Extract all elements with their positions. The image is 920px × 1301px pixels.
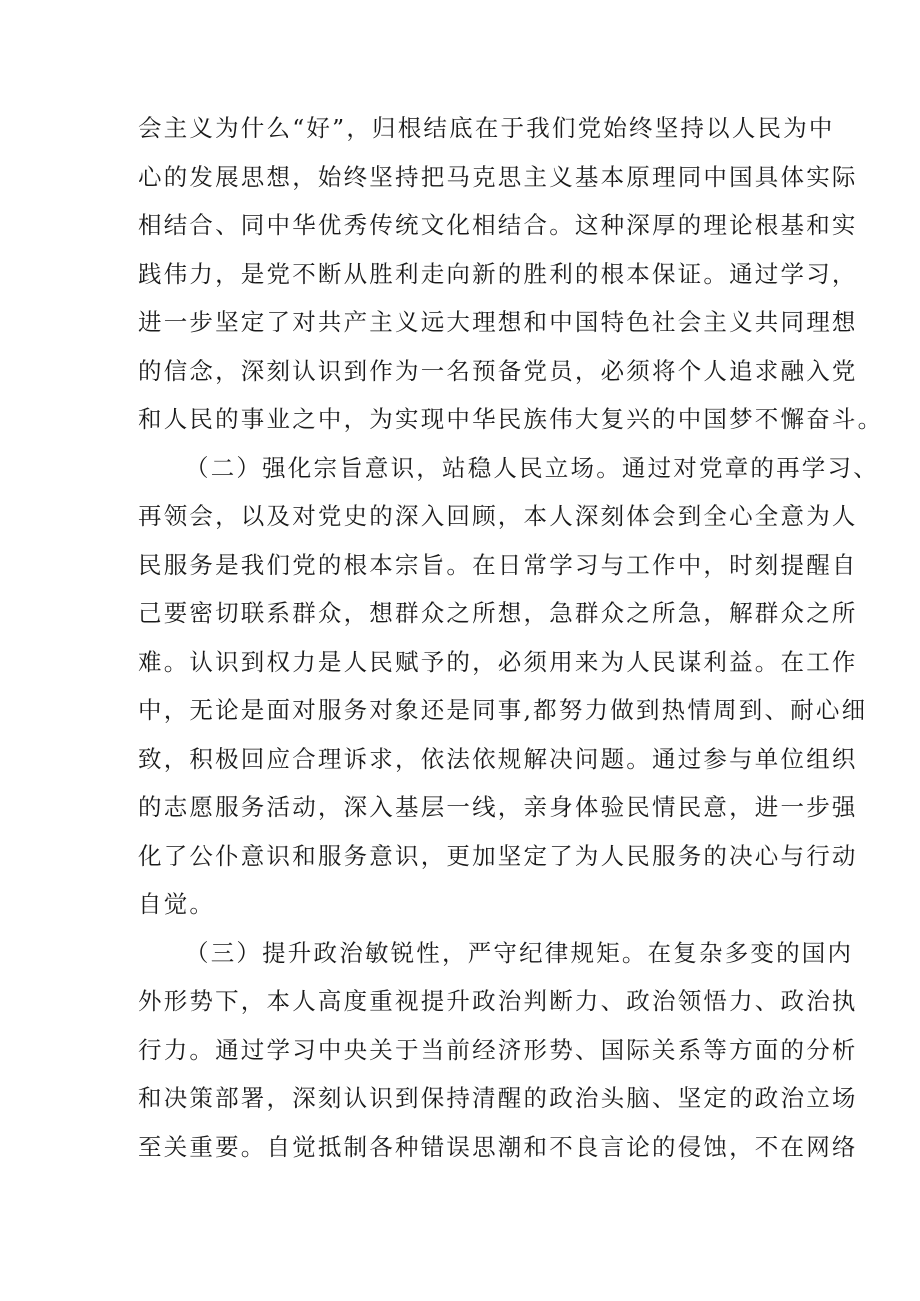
text-line: 和人民的事业之中，为实现中华民族伟大复兴的中国梦不懈奋斗。 bbox=[138, 405, 884, 433]
text-line: 相结合、同中华优秀传统文化相结合。这种深厚的理论根基和实 bbox=[138, 211, 858, 239]
section-heading-line: （三）提升政治敏锐性，严守纪律规矩。在复杂多变的国内 bbox=[185, 938, 854, 967]
text-line: 己要密切联系群众，想群众之所想，急群众之所急，解群众之所 bbox=[138, 599, 858, 627]
text-line: 心的发展思想，始终坚持把马克思主义基本原理同中国具体实际 bbox=[138, 162, 858, 191]
text-line: 至关重要。自觉抵制各种错误思潮和不良言论的侵蚀，不在网络 bbox=[138, 1132, 858, 1161]
text-line: 会主义为什么“好”，归根结底在于我们党始终坚持以人民为中 bbox=[138, 114, 835, 142]
text-line: 民服务是我们党的根本宗旨。在日常学习与工作中，时刻提醒自 bbox=[138, 550, 858, 579]
text-line: 再领会，以及对党史的深入回顾，本人深刻体会到全心全意为人 bbox=[138, 502, 858, 530]
text-line: 致，积极回应合理诉求，依法依规解决问题。通过参与单位组织 bbox=[138, 744, 858, 773]
text-line: 化了公仆意识和服务意识，更加坚定了为人民服务的决心与行动 bbox=[138, 841, 858, 870]
text-line: 行力。通过学习中央关于当前经济形势、国际关系等方面的分析 bbox=[138, 1035, 858, 1064]
text-line: 中，无论是面对服务对象还是同事,都努力做到热情周到、耐心细 bbox=[138, 696, 868, 724]
text-line: 自觉。 bbox=[138, 890, 216, 918]
body-text bbox=[138, 104, 884, 1171]
text-line: 践伟力，是党不断从胜利走向新的胜利的根本保证。通过学习， bbox=[138, 259, 858, 288]
text-line: 难。认识到权力是人民赋予的，必须用来为人民谋利益。在工作 bbox=[138, 647, 858, 676]
text-line: 的志愿服务活动，深入基层一线，亲身体验民情民意，进一步强 bbox=[138, 793, 858, 821]
text-line: 进一步坚定了对共产主义远大理想和中国特色社会主义共同理想 bbox=[138, 308, 858, 336]
text-line: 外形势下，本人高度重视提升政治判断力、政治领悟力、政治执 bbox=[138, 987, 858, 1015]
text-line: 和决策部署，深刻认识到保持清醒的政治头脑、坚定的政治立场 bbox=[138, 1084, 858, 1112]
section-heading-line: （二）强化宗旨意识，站稳人民立场。通过对党章的再学习、 bbox=[185, 453, 879, 482]
text-line: 的信念，深刻认识到作为一名预备党员，必须将个人追求融入党 bbox=[138, 356, 858, 385]
